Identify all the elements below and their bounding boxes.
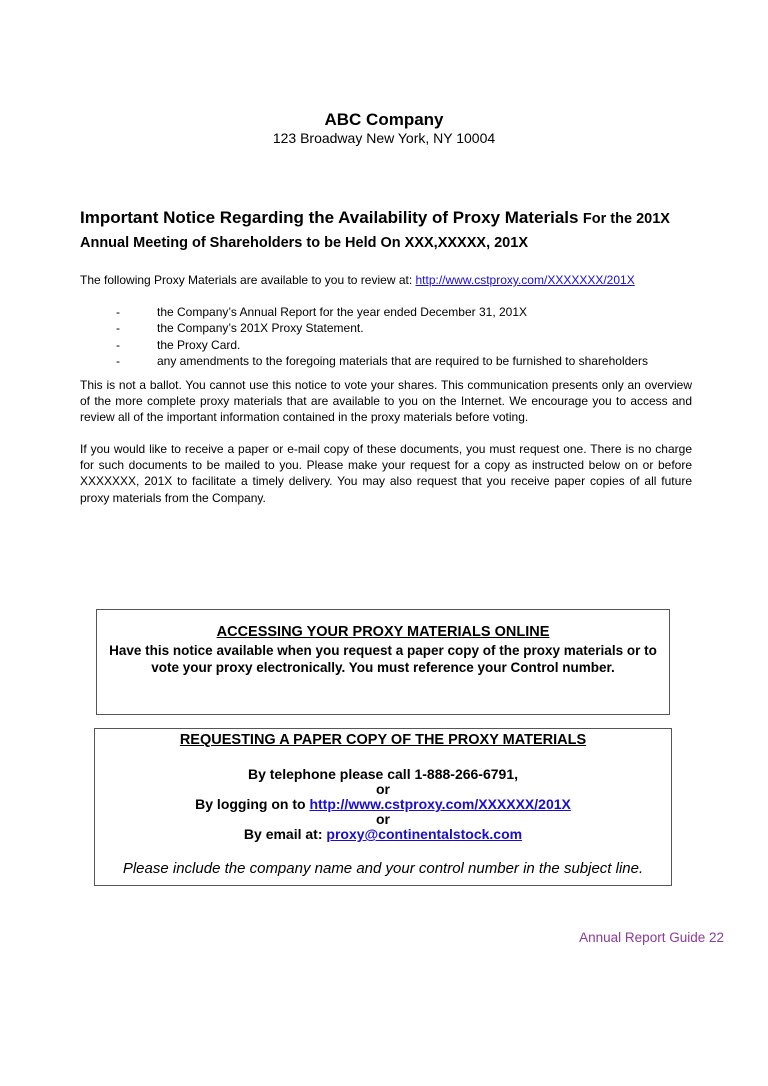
paper-copy-heading: REQUESTING A PAPER COPY OF THE PROXY MATERIALS (179, 732, 587, 748)
list-item-text: any amendments to the foregoing materials that are required to be furnished to shareholders (157, 353, 648, 368)
list-dash: - (116, 321, 120, 336)
email-line (95, 827, 671, 842)
list-item-text: the Proxy Card. (157, 337, 241, 352)
list-item (116, 304, 716, 320)
notice-title-meeting: Annual Meeting of Shareholders to be Held On XXX,XXXXX, 201X (80, 235, 528, 251)
notice-title (80, 206, 700, 255)
company-name: ABC Company (324, 110, 444, 129)
proxy-materials-link[interactable]: http://www.cstproxy.com/XXXXXXX/201X (415, 273, 635, 287)
or-separator: or (376, 781, 390, 797)
ballot-notice-paragraph: This is not a ballot. You cannot use this notice to vote your shares. This communication presents only an overview of the more complete proxy materials that are available to you on the Internet. We encourage you to access and review all of the important information contained in the proxy materials before voting. (80, 378, 692, 425)
telephone-line: By telephone please call 1-888-266-6791, (247, 766, 519, 782)
online-access-body: Have this notice available when you request a paper copy of the proxy materials or to vote your proxy electronically. You must reference your Control number. (109, 643, 657, 675)
subject-line-note: Please include the company name and your control number in the subject line. (122, 860, 644, 877)
materials-list (116, 304, 716, 369)
list-dash: - (116, 353, 120, 368)
list-item-text: the Company’s Annual Report for the year ended December 31, 201X (157, 305, 528, 319)
or-separator: or (376, 811, 390, 827)
online-access-box (96, 609, 670, 715)
online-access-heading: ACCESSING YOUR PROXY MATERIALS ONLINE (216, 624, 550, 640)
logging-line (95, 797, 671, 812)
notice-title-main: Important Notice Regarding the Availability of Proxy Materials (80, 208, 579, 227)
email-link[interactable]: proxy@continentalstock.com (326, 826, 523, 842)
paper-copy-paragraph: If you would like to receive a paper or e-mail copy of these documents, you must request one. There is no charge for such documents to be mailed to you. Please make your request for a copy as instructed below on or before XXXXXXX, 201X to facilitate a timely delivery. You may also request that you receive paper copies of all future proxy materials from the Company. (80, 442, 692, 505)
list-item (116, 353, 716, 369)
notice-title-for: For the 201X (582, 211, 670, 227)
list-item-text: the Company’s 201X Proxy Statement. (157, 321, 364, 336)
email-prefix: By email at: (243, 826, 323, 842)
paper-copy-box (94, 728, 672, 886)
page-footer: Annual Report Guide 22 (579, 930, 724, 945)
paper-copy-website-link[interactable]: http://www.cstproxy.com/XXXXXX/201X (309, 796, 571, 812)
list-item (116, 337, 716, 353)
list-dash: - (116, 305, 120, 319)
logging-prefix: By logging on to (195, 796, 306, 812)
company-address: 123 Broadway New York, NY 10004 (272, 130, 496, 146)
intro-text (80, 273, 700, 287)
list-item (116, 320, 716, 336)
intro-label: The following Proxy Materials are available to you to review at: (80, 273, 413, 287)
list-dash: - (116, 337, 120, 352)
